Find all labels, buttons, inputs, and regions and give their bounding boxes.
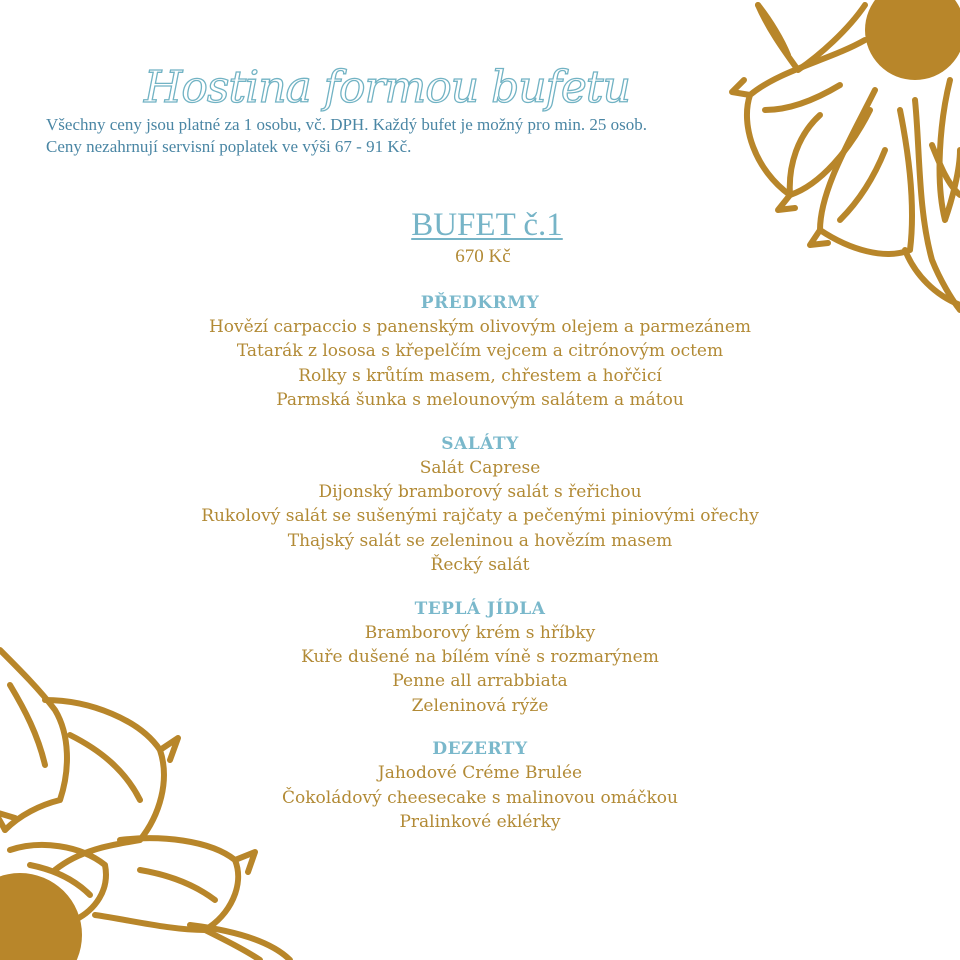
menu-item: Penne all arrabbiata xyxy=(392,671,568,692)
menu-item: Pralinkové eklérky xyxy=(399,812,561,833)
script-title: Hostina formou bufetu xyxy=(144,62,630,113)
menu-header xyxy=(46,62,686,158)
menu-item: Tatarák z lososa s křepelčím vejcem a citrónovým octem xyxy=(236,341,724,362)
section-dezerty xyxy=(0,737,960,834)
menu-item: Kuře dušené na bílém víně s rozmarýnem xyxy=(301,647,659,668)
menu-item: Hovězí carpaccio s panenským olivovým olejem a parmezánem xyxy=(208,317,752,337)
menu-item: Zeleninová rýže xyxy=(411,695,549,716)
menu-item: Thajský salát se zeleninou a hovězím masem xyxy=(287,530,673,551)
section-salaty xyxy=(0,432,960,578)
buffet-price: 670 Kč xyxy=(455,246,511,267)
menu-item: Rukolový salát se sušenými rajčaty a pečenými piniovými ořechy xyxy=(201,506,759,527)
menu-content xyxy=(0,205,960,854)
price-notice: Všechny ceny jsou platné za 1 osobu, vč. DPH. Každý bufet je možný pro min. 25 osob. Ceny nezahrnují servisní poplatek ve výši 67 - 91 Kč. xyxy=(46,115,648,156)
menu-item: Salát Caprese xyxy=(419,457,541,478)
buffet-title: BUFET č.1 xyxy=(411,207,563,243)
section-heading: PŘEDKRMY xyxy=(420,293,540,313)
section-tepla-jidla xyxy=(0,597,960,719)
menu-item: Rolky s krůtím masem, chřestem a hořčicí xyxy=(298,365,662,386)
menu-item: Řecký salát xyxy=(430,555,530,576)
menu-item: Dijonský bramborový salát s řeřichou xyxy=(318,482,642,503)
menu-item: Čokoládový cheesecake s malinovou omáčkou xyxy=(281,787,678,808)
section-heading: DEZERTY xyxy=(432,739,528,760)
section-heading: SALÁTY xyxy=(441,433,519,454)
menu-item: Parmská šunka s melounovým salátem a mátou xyxy=(276,390,684,411)
menu-item: Jahodové Créme Brulée xyxy=(377,763,583,784)
menu-item: Bramborový krém s hříbky xyxy=(364,622,596,643)
section-heading: TEPLÁ JÍDLA xyxy=(414,598,546,619)
section-predkrmy xyxy=(0,291,960,413)
